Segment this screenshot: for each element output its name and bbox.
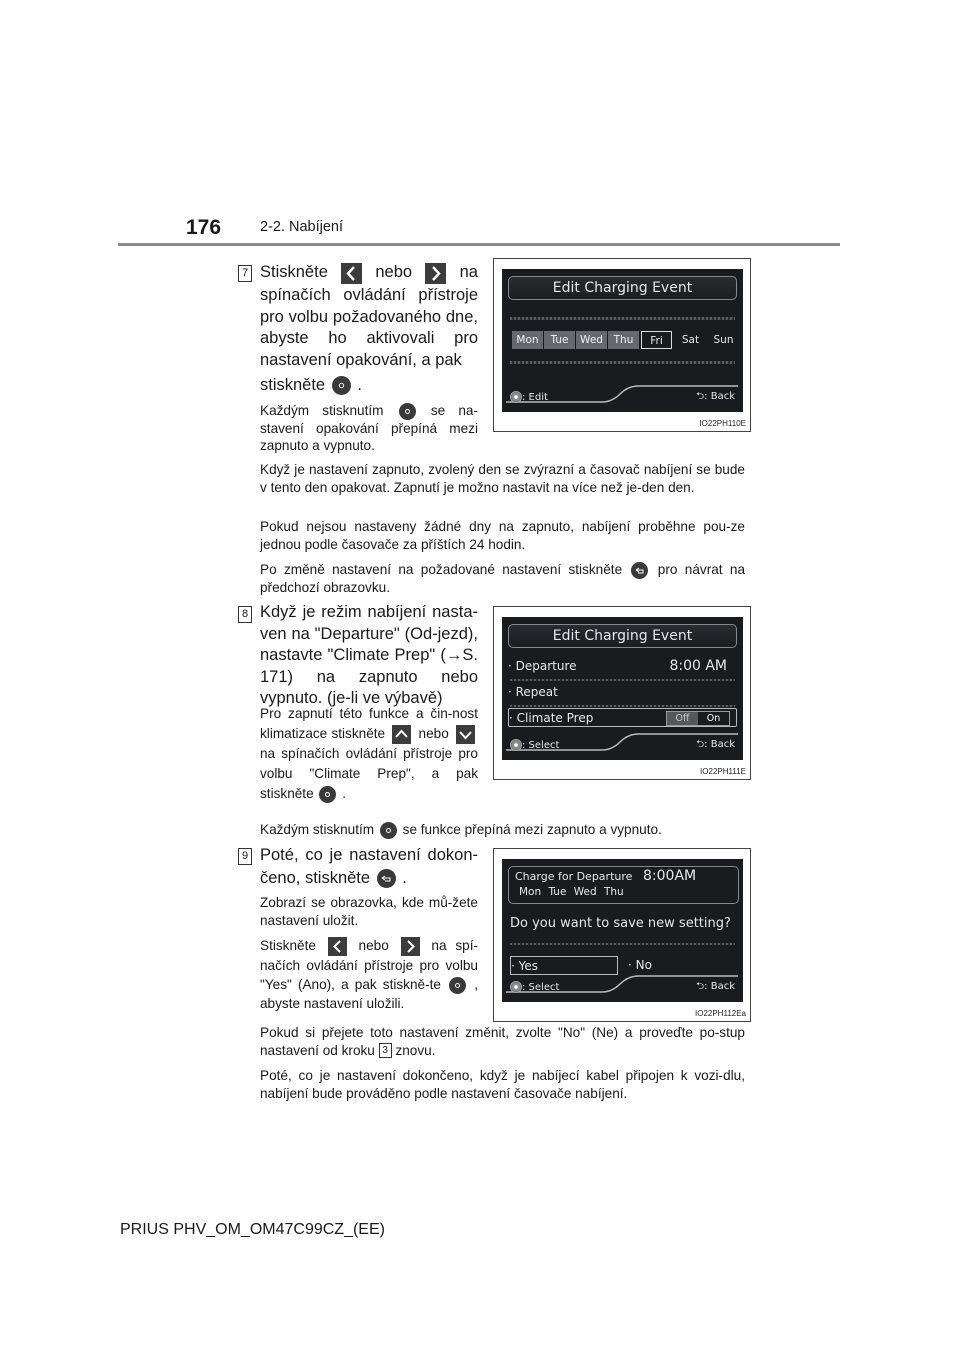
back-hint: [696, 737, 735, 754]
footer-doc-code: PRIUS PHV_OM_OM47C99CZ_(EE): [120, 1221, 385, 1238]
summary-mode: Charge for Departure: [515, 870, 633, 883]
figure-climate-prep: [493, 606, 751, 780]
figure-code: IO22PH111E: [700, 767, 746, 776]
step7-note-b: se na-stavení opakování přepíná mezi zapnuto a vypnuto.: [260, 403, 478, 454]
enter-button-icon: [380, 822, 397, 839]
step8-note-a: Pro zapnutí této funkce a čin-nost klimatizace stiskněte: [260, 706, 478, 741]
enter-button-icon: [319, 786, 336, 803]
screen-title: Edit Charging Event: [508, 276, 737, 300]
back-hint-label: : Back: [704, 981, 735, 992]
step9-text-a: Poté, co je nastavení dokon-čeno, stiskněte: [260, 846, 478, 887]
step9-para4: [260, 1024, 745, 1059]
back-button-icon: [631, 562, 648, 579]
summary-days: Mon Tue Wed Thu: [519, 886, 624, 898]
step8-period: .: [342, 786, 346, 801]
step7-note-a: Každým stisknutím: [260, 403, 384, 418]
knob-icon: [510, 981, 522, 993]
step-number-8: 8: [238, 606, 252, 623]
left-arrow-icon: [341, 263, 362, 284]
divider: [510, 679, 735, 681]
figure-code: IO22PH112Ea: [695, 1009, 746, 1018]
header-rule: [118, 243, 840, 246]
row-departure[interactable]: [508, 657, 737, 676]
toggle-off[interactable]: Off: [667, 712, 698, 725]
back-hint-label: : Back: [704, 739, 735, 750]
divider: [510, 943, 735, 945]
select-hint-label: : Select: [522, 740, 560, 751]
step9-text: [260, 844, 478, 890]
day-wed[interactable]: Wed: [576, 331, 607, 349]
day-selector: [512, 331, 740, 349]
day-sun[interactable]: Sun: [713, 334, 734, 346]
climate-prep-label: · Climate Prep: [509, 711, 594, 725]
step7-word-or: nebo: [375, 263, 413, 282]
day-tue[interactable]: Tue: [544, 331, 575, 349]
no-label: · No: [628, 958, 652, 972]
divider: [510, 317, 735, 320]
edit-hint-label: : Edit: [522, 392, 548, 403]
back-hint: [696, 389, 735, 406]
page-number: 176: [186, 216, 222, 239]
toggle-on[interactable]: On: [706, 713, 721, 724]
divider: [510, 361, 735, 364]
step7-note: [260, 402, 478, 455]
step9-period: .: [402, 869, 407, 887]
up-arrow-icon: [392, 725, 411, 744]
day-thu[interactable]: Thu: [608, 331, 639, 349]
step7-word-press2: stiskněte: [260, 376, 326, 394]
figure-code: IO22PH110E: [699, 419, 746, 428]
knob-icon: [510, 391, 522, 403]
summary-time: 8:00AM: [643, 868, 697, 884]
screen-save-setting: [502, 859, 743, 1002]
step8-para3-a: Každým stisknutím: [260, 822, 375, 837]
select-hint: [510, 739, 559, 751]
day-mon[interactable]: Mon: [512, 331, 543, 349]
divider: [510, 705, 735, 707]
screen-title: Edit Charging Event: [508, 624, 737, 648]
departure-time: 8:00 AM: [669, 658, 727, 674]
step8-note-c: na spínačích ovládání přístroje pro volbu "Climate Prep", a pak stiskněte: [260, 746, 478, 801]
step7-main-text: spínačích ovládání přístroje pro volbu požadovaného dne, abyste ho aktivovali pro nastavení opakování, a pak: [260, 286, 478, 369]
figure-edit-days: [493, 258, 751, 432]
yes-label: · Yes: [511, 959, 538, 973]
step7-para5-b: pro návrat na předchozí obrazovku.: [260, 562, 745, 595]
step9-note2-or: nebo: [358, 938, 389, 953]
step9-para4-b: znovu.: [395, 1042, 436, 1058]
back-hint: [696, 979, 735, 996]
step8-note-or: nebo: [418, 726, 449, 741]
step7-word-press: Stiskněte: [260, 263, 328, 282]
save-question: Do you want to save new setting?: [510, 916, 731, 931]
back-arrow-icon: ⮌: [696, 981, 705, 992]
enter-button-icon: [449, 977, 466, 994]
step7-para5: [260, 561, 745, 596]
step8-note: [260, 704, 478, 804]
enter-button-icon: [399, 403, 416, 420]
screen-edit-days: [502, 269, 743, 412]
step8-para3-b: se funkce přepíná mezi zapnuto a vypnuto.: [402, 822, 662, 837]
step9-note1: Zobrazí se obrazovka, kde mů-žete nastavení uložit.: [260, 895, 478, 928]
step-number-9: 9: [238, 848, 252, 865]
repeat-label: · Repeat: [508, 685, 558, 699]
step8-para3: [260, 821, 745, 839]
left-arrow-icon: [328, 937, 347, 956]
row-repeat[interactable]: [508, 683, 737, 702]
screen-climate-prep: [502, 617, 743, 760]
back-hint-label: : Back: [704, 391, 735, 402]
step7-para3: Když je nastavení zapnuto, zvolený den se zvýrazní a časovač nabíjení se bude v tento den opakovat. Zapnutí je možno nastavit na více než je-den den.: [260, 462, 745, 495]
step-number-7: 7: [238, 265, 252, 282]
departure-label: · Departure: [508, 659, 577, 673]
step7-word-on: na: [459, 263, 478, 282]
step8-text: Když je režim nabíjení nasta-ven na "Departure" (Od-jezd), nastavte "Climate Prep" (→S. 171) na zapnuto nebo vypnuto. (je-li ve výbavě): [260, 603, 478, 707]
step7-para5-a: Po změně nastavení na požadované nastavení stiskněte: [260, 562, 623, 577]
edit-hint: [510, 391, 548, 403]
down-arrow-icon: [456, 725, 475, 744]
step9-para4-a: Pokud si přejete toto nastavení změnit, zvolte "No" (Ne) a proveďte po-stup nastavení od kroku: [260, 1025, 745, 1058]
step7-period: .: [357, 376, 362, 394]
section-title: 2-2. Nabíjení: [260, 219, 344, 235]
right-arrow-icon: [401, 937, 420, 956]
summary-box: [508, 866, 739, 904]
step9-para5: Poté, co je nastavení dokončeno, když je nabíjecí kabel připojen k vozi-dlu, nabíjení bude prováděno podle nastavení časovače nabíjení.: [260, 1068, 745, 1101]
select-hint-label: : Select: [522, 982, 560, 993]
step-ref-badge: 3: [379, 1043, 392, 1058]
step7-para4: Pokud nejsou nastaveny žádné dny na zapnuto, nabíjení proběhne pou-ze jednou podle časovače za příštích 24 hodin.: [260, 519, 745, 552]
enter-button-icon: [332, 376, 351, 395]
step9-note2-d: , abyste nastavení uložili.: [260, 976, 478, 1011]
day-fri[interactable]: Fri: [641, 331, 672, 349]
select-hint: [510, 981, 559, 993]
figure-save-setting: [493, 848, 751, 1022]
knob-icon: [510, 739, 522, 751]
step9-note2-a: Stiskněte: [260, 938, 316, 953]
right-arrow-icon: [425, 263, 446, 284]
back-arrow-icon: ⮌: [696, 739, 705, 750]
step7-text: [260, 261, 478, 397]
step9-note2: [260, 936, 478, 1013]
back-arrow-icon: ⮌: [696, 391, 705, 402]
day-sat[interactable]: Sat: [681, 334, 700, 346]
step9-note2-c: na spí-načích ovládání přístroje pro volbu "Yes" (Ano), a pak stiskně-te: [260, 938, 479, 992]
back-button-icon: [377, 869, 396, 888]
